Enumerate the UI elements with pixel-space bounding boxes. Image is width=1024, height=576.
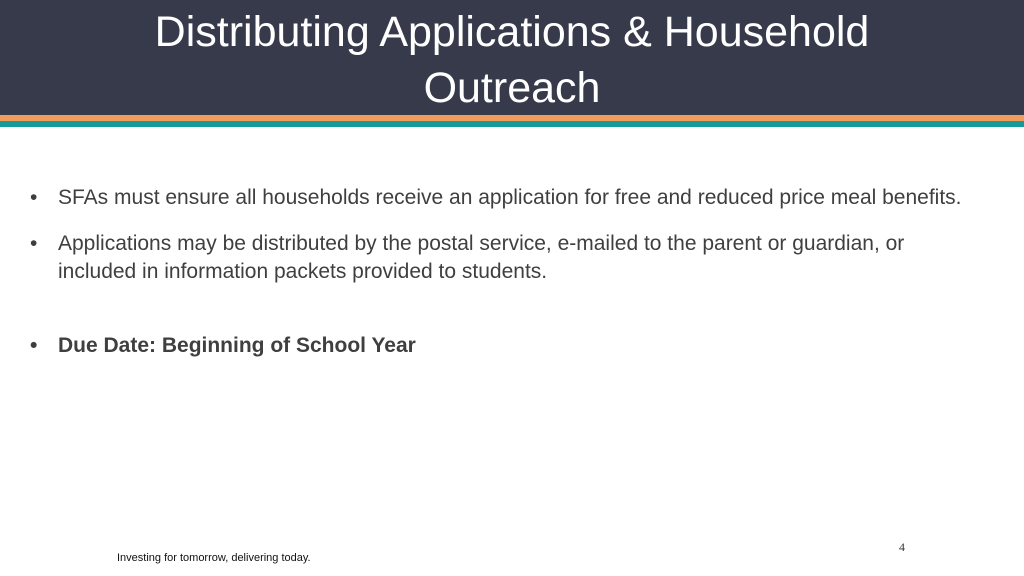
- slide-title: Distributing Applications & Household Outreach: [154, 7, 870, 112]
- bullet-list: [30, 184, 980, 360]
- bullet-point-icon: •: [30, 232, 38, 255]
- bullet-text: Due Date: Beginning of School Year: [58, 334, 416, 357]
- bullet-point-icon: •: [30, 186, 38, 209]
- bullet-item-distribution-methods: [30, 230, 980, 286]
- footer-tagline: Investing for tomorrow, delivering today.: [117, 552, 311, 564]
- bullet-item-due-date: [30, 332, 980, 360]
- bullet-item-application-requirement: [30, 184, 980, 212]
- slide-page-number: 4: [899, 540, 905, 554]
- bullet-point-icon: •: [30, 334, 38, 357]
- bullet-text: Applications may be distributed by the postal service, e-mailed to the parent or guardian, or included in information packets provided to students.: [58, 232, 905, 283]
- slide-header: [0, 0, 1024, 115]
- teal-accent-stripe: [0, 121, 1024, 127]
- bullet-text: SFAs must ensure all households receive an application for free and reduced price meal benefits.: [58, 186, 962, 209]
